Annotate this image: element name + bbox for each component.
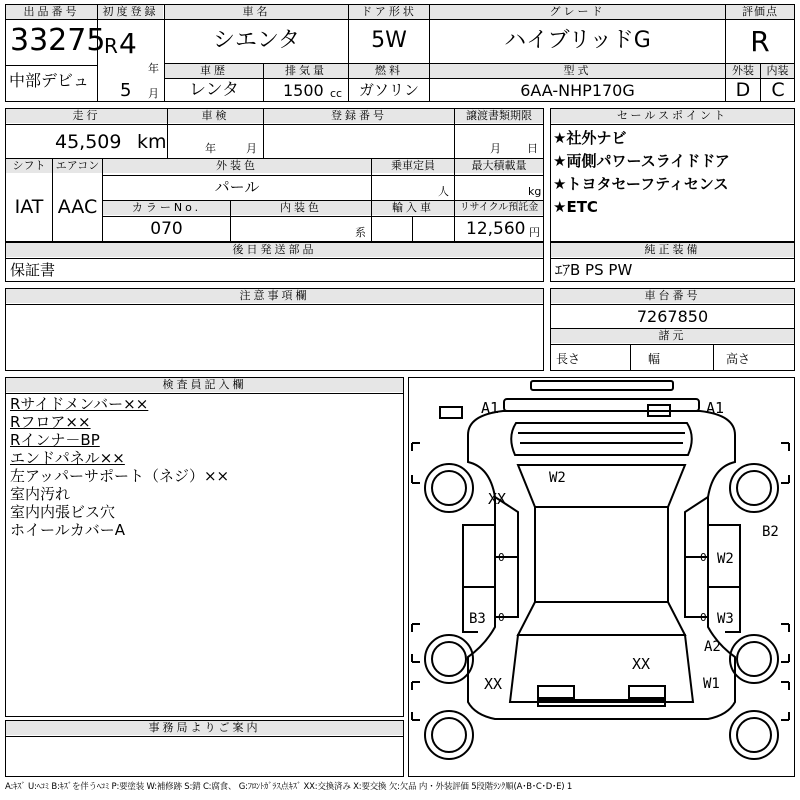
grade-value: ハイブリッドG — [504, 28, 651, 53]
followup-label: 後日発送部品 — [6, 243, 543, 257]
mileage-value: 45,509 — [55, 131, 122, 153]
first-reg-label: 初度登録 — [98, 5, 163, 19]
mark-right-rear-door: W3 — [717, 611, 734, 627]
height-label: 高さ — [726, 352, 751, 366]
door-label: ドア形状 — [349, 5, 429, 19]
inspector-note: Rサイドメンバー×× — [10, 395, 149, 413]
exterior-color-value: パール — [214, 178, 260, 196]
transfer-label: 譲渡書類期限 — [455, 109, 543, 123]
exterior-value: D — [735, 79, 751, 101]
mark-front-right: A1 — [706, 399, 725, 417]
inspector-note: Rインナ－BP — [10, 431, 100, 449]
mark-left-front-door: 0 — [498, 551, 505, 564]
era: R — [104, 34, 118, 58]
exterior-color-label: 外装色 — [103, 159, 371, 173]
score-label: 評価点 — [726, 5, 794, 19]
mark-right-rear-door-dot2: 0 — [700, 611, 707, 624]
import-label: 輸入車 — [372, 201, 454, 215]
ac-label: エアコン — [53, 159, 102, 173]
inspector-note: 室内汚れ — [10, 485, 71, 503]
mark-rear-left: XX — [484, 675, 503, 693]
width-label: 幅 — [648, 352, 661, 366]
inspector-note: エンドパネル×× — [10, 449, 125, 467]
history-value: レンタ — [189, 80, 239, 100]
mark-right-rear-door-dot: 0 — [700, 551, 707, 564]
max-load-unit: kg — [528, 185, 542, 198]
interior-value: C — [771, 79, 785, 101]
mark-trunk: XX — [632, 655, 651, 673]
inspector-note: Rフロア×× — [10, 413, 91, 431]
score-value: R — [750, 25, 770, 58]
lot-no-label: 出品番号 — [6, 5, 97, 19]
mark-right-rear-side: B2 — [762, 524, 779, 540]
registration-label: 登録番号 — [264, 109, 454, 123]
model-label: 型式 — [430, 64, 725, 78]
model-value: 6AA-NHP170G — [520, 81, 635, 100]
month: 5 — [120, 80, 132, 101]
equipment-value: ｴｱB PS PW — [555, 261, 633, 279]
chassis-label: 車台番号 — [551, 289, 794, 303]
shift-label: シフト — [6, 159, 52, 173]
capacity-label: 乗車定員 — [372, 159, 454, 173]
mark-left-rear-door: 0 — [498, 611, 505, 624]
mileage-unit: km — [137, 131, 167, 153]
capacity-unit: 人 — [438, 185, 449, 198]
recycle-unit: 円 — [529, 226, 540, 239]
grade-label: グレード — [430, 5, 725, 19]
transfer-day-unit: 日 — [527, 142, 538, 155]
sales-point-item: ★ETC — [553, 198, 598, 216]
interior-label: 内装 — [761, 64, 794, 78]
interior-color-unit: 系 — [355, 226, 366, 239]
mark-right-quarter: A2 — [704, 639, 721, 655]
shift-value: IAT — [14, 196, 44, 218]
sales-points-label: セールスポイント — [551, 109, 794, 123]
mark-front-left: A1 — [481, 399, 500, 417]
dims-label: 諸元 — [551, 329, 794, 343]
office-label: 事務局よりご案内 — [6, 721, 403, 735]
sales-point-item: ★トヨタセーフティセンス — [553, 175, 729, 193]
lot-no: 33275 — [10, 23, 106, 58]
inspector-note: ホイールカバーA — [10, 521, 125, 539]
month-unit: 月 — [148, 87, 159, 100]
sales-point-item: ★社外ナビ — [553, 129, 627, 147]
mark-hood: W2 — [549, 470, 566, 486]
year-unit: 年 — [148, 62, 159, 75]
color-no-value: 070 — [150, 219, 183, 239]
venue: 中部デビュ — [9, 71, 90, 90]
inspector-note: 左アッパーサポート（ネジ）×× — [10, 467, 230, 485]
inspection-month-unit: 月 — [246, 142, 257, 155]
chassis-value: 7267850 — [636, 307, 709, 326]
car-diagram — [408, 377, 795, 777]
legend-text: A:ｷｽﾞ U:ﾍｺﾐ B:ｷｽﾞを伴うﾍｺﾐ P:要塗装 W:補修跡 S:錆 C:腐食、 G:ﾌﾛﾝﾄｶﾞﾗｽ点ｷｽﾞ XX:交換済み X:要交換 欠:欠品 内・外装評価 5段階ﾗﾝｸ順(A･B･C･D･E) 1 — [5, 782, 573, 792]
exterior-label: 外装 — [726, 64, 760, 78]
mileage-label: 走行 — [6, 109, 167, 123]
interior-color-label: 内装色 — [231, 201, 371, 215]
inspector-label: 検査員記入欄 — [6, 378, 403, 392]
inspection-label: 車検 — [168, 109, 263, 123]
displacement-value: 1500 — [283, 81, 324, 100]
length-label: 長さ — [556, 352, 581, 366]
car-name: シエンタ — [212, 28, 301, 53]
door-value: 5W — [371, 28, 407, 53]
mark-front-fender-left: XX — [488, 490, 507, 508]
mark-rear-right: W1 — [703, 676, 720, 692]
fuel-value: ガソリン — [358, 81, 419, 99]
recycle-label: リサイクル預託金 — [455, 201, 543, 215]
inspection-year-unit: 年 — [205, 142, 216, 155]
max-load-label: 最大積載量 — [455, 159, 543, 173]
mark-left-rear-quarter: B3 — [469, 611, 486, 627]
car-name-label: 車名 — [165, 5, 348, 19]
inspector-note: 室内内張ビス穴 — [10, 503, 116, 521]
color-no-label: カラーNo. — [103, 201, 230, 215]
displacement-label: 排気量 — [264, 64, 348, 78]
ac-value: AAC — [57, 196, 98, 218]
history-label: 車歴 — [165, 64, 263, 78]
transfer-month-unit: 月 — [490, 142, 501, 155]
displacement-unit: cc — [330, 87, 343, 100]
notes-label: 注意事項欄 — [6, 289, 543, 303]
mark-right-front-door: W2 — [717, 551, 734, 567]
equipment-label: 純正装備 — [551, 243, 794, 257]
recycle-value: 12,560 — [466, 219, 526, 239]
followup-value: 保証書 — [10, 261, 56, 279]
sales-point-item: ★両側パワースライドドア — [553, 152, 730, 170]
year: 4 — [119, 27, 137, 60]
fuel-label: 燃料 — [349, 64, 429, 78]
